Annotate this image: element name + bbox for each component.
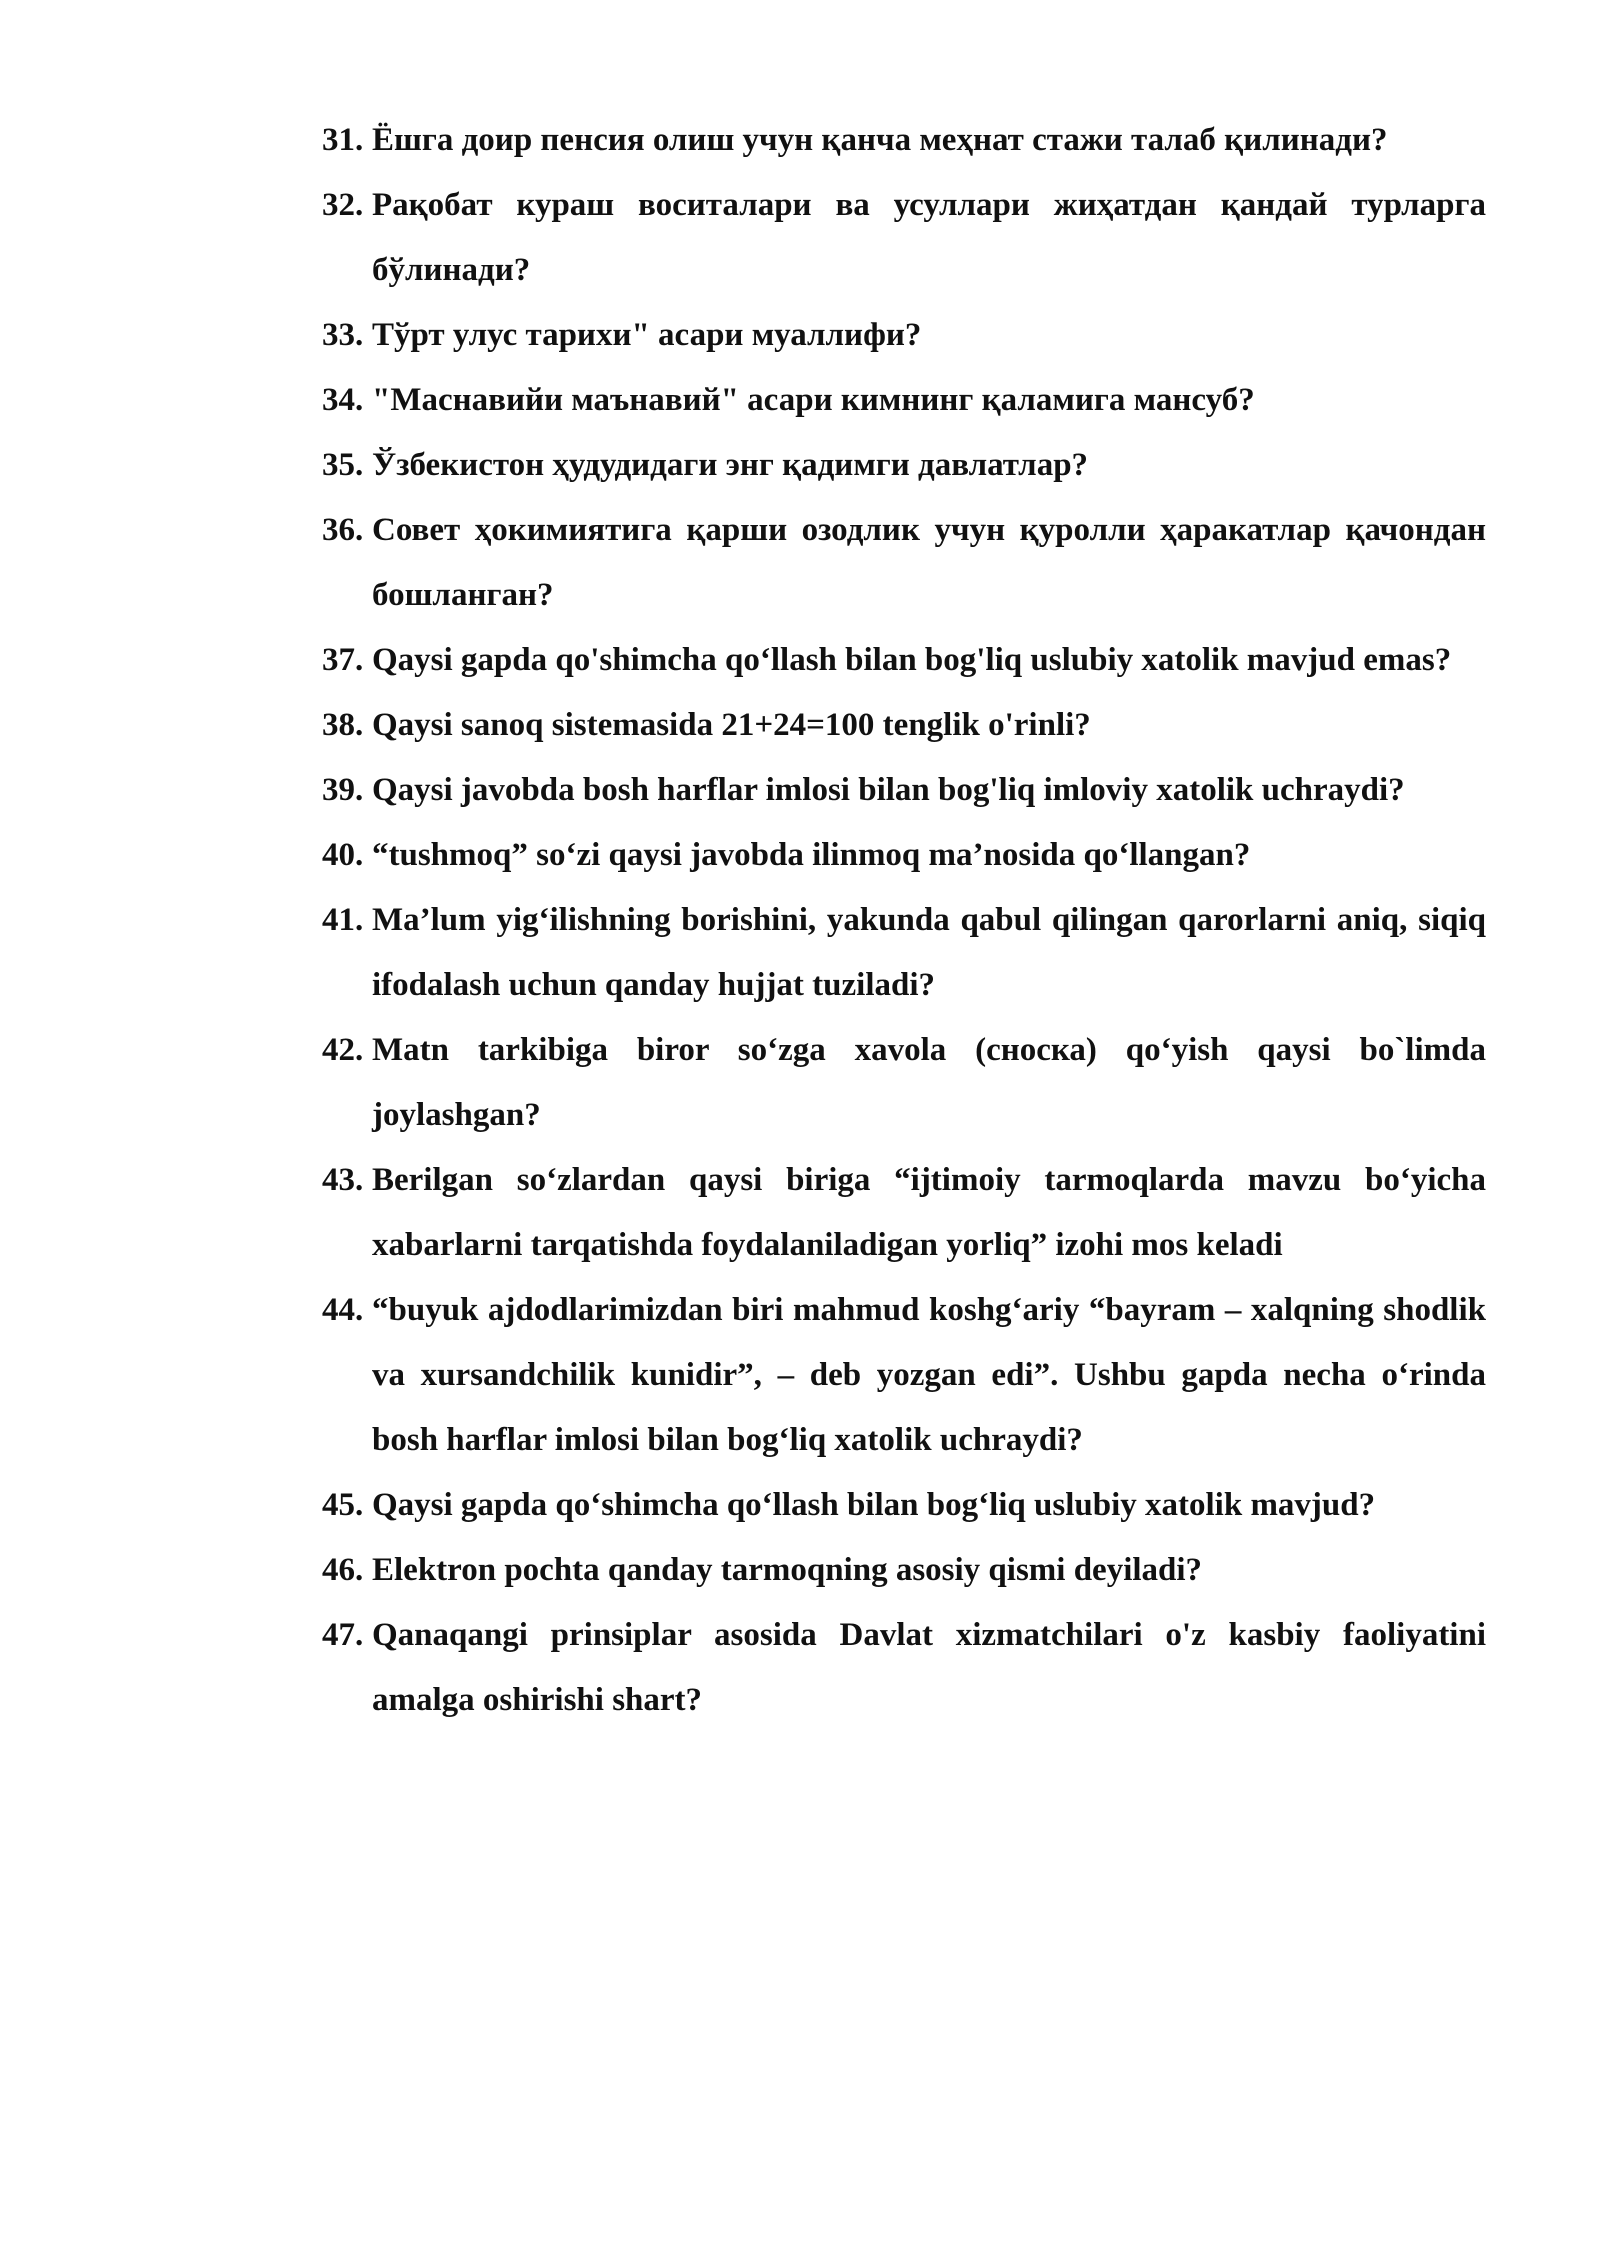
question-number: 44. <box>322 1292 364 1328</box>
question-text: Qaysi sanoq sistemasida 21+24=100 tenglik o'rinli? <box>372 707 1091 743</box>
question-item <box>322 433 1486 498</box>
question-text: Совет ҳокимиятига қарши озодлик учун қуролли ҳаракатлар қачондан бошланган? <box>372 512 1486 613</box>
question-item <box>322 303 1486 368</box>
question-item <box>322 498 1486 628</box>
question-text: Рақобат кураш воситалари ва усуллари жиҳатдан қандай турларга бўлинади? <box>372 187 1486 288</box>
question-number: 36. <box>322 512 364 548</box>
question-item <box>322 1538 1486 1603</box>
question-text: Matn tarkibiga biror so‘zga xavola (сноска) qo‘yish qaysi bo`limda joylashgan? <box>372 1032 1486 1133</box>
question-text: Qaysi gapda qo'shimcha qo‘llash bilan bog'liq uslubiy xatolik mavjud emas? <box>372 642 1452 678</box>
question-number: 35. <box>322 447 364 483</box>
question-item <box>322 758 1486 823</box>
question-number: 34. <box>322 382 364 418</box>
question-item <box>322 108 1486 173</box>
question-item <box>322 628 1486 693</box>
question-text: Elektron pochta qanday tarmoqning asosiy qismi deyiladi? <box>372 1552 1203 1588</box>
question-number: 45. <box>322 1487 364 1523</box>
question-text: Qaysi javobda bosh harflar imlosi bilan bog'liq imloviy xatolik uchraydi? <box>372 772 1405 808</box>
question-number: 39. <box>322 772 364 808</box>
question-number: 33. <box>322 317 364 353</box>
question-number: 47. <box>322 1617 364 1653</box>
question-item <box>322 1603 1486 1733</box>
question-text: Ёшга доир пенсия олиш учун қанча меҳнат стажи талаб қилинади? <box>372 122 1388 158</box>
question-item <box>322 823 1486 888</box>
question-number: 41. <box>322 902 364 938</box>
question-list <box>322 108 1486 1733</box>
question-item <box>322 1473 1486 1538</box>
document-page <box>322 108 1486 1733</box>
question-item <box>322 1148 1486 1278</box>
question-item <box>322 888 1486 1018</box>
question-number: 40. <box>322 837 364 873</box>
question-number: 46. <box>322 1552 364 1588</box>
question-number: 37. <box>322 642 364 678</box>
question-item <box>322 693 1486 758</box>
question-text: “tushmoq” so‘zi qaysi javobda ilinmoq ma’nosida qo‘llangan? <box>372 837 1251 873</box>
question-item <box>322 1018 1486 1148</box>
question-number: 42. <box>322 1032 364 1068</box>
question-item <box>322 368 1486 433</box>
question-text: Qaysi gapda qo‘shimcha qo‘llash bilan bog‘liq uslubiy xatolik mavjud? <box>372 1487 1376 1523</box>
question-item <box>322 173 1486 303</box>
question-text: Qanaqangi prinsiplar asosida Davlat xizmatchilari o'z kasbiy faoliyatini amalga oshirishi shart? <box>372 1617 1486 1718</box>
question-item <box>322 1278 1486 1473</box>
question-text: Тўрт улус тарихи" асари муаллифи? <box>372 317 922 353</box>
question-text: Ma’lum yig‘ilishning borishini, yakunda qabul qilingan qarorlarni aniq, siqiq ifodalash uchun qanday hujjat tuziladi? <box>372 902 1486 1003</box>
question-text: "Маснавийи маънавий" асари кимнинг қаламига мансуб? <box>372 382 1255 418</box>
question-text: Ўзбекистон ҳудудидаги энг қадимги давлатлар? <box>372 447 1089 483</box>
question-text: “buyuk ajdodlarimizdan biri mahmud koshg‘ariy “bayram – xalqning shodlik va xursandchilik kunidir”, – deb yozgan edi”. Ushbu gapda necha o‘rinda bosh harflar imlosi bilan bog‘liq xatolik uchraydi? <box>372 1292 1486 1458</box>
question-number: 32. <box>322 187 364 223</box>
question-number: 38. <box>322 707 364 743</box>
question-number: 31. <box>322 122 364 158</box>
question-text: Berilgan so‘zlardan qaysi biriga “ijtimoiy tarmoqlarda mavzu bo‘yicha xabarlarni tarqatishda foydalaniladigan yorliq” izohi mos keladi <box>372 1162 1486 1263</box>
question-number: 43. <box>322 1162 364 1198</box>
